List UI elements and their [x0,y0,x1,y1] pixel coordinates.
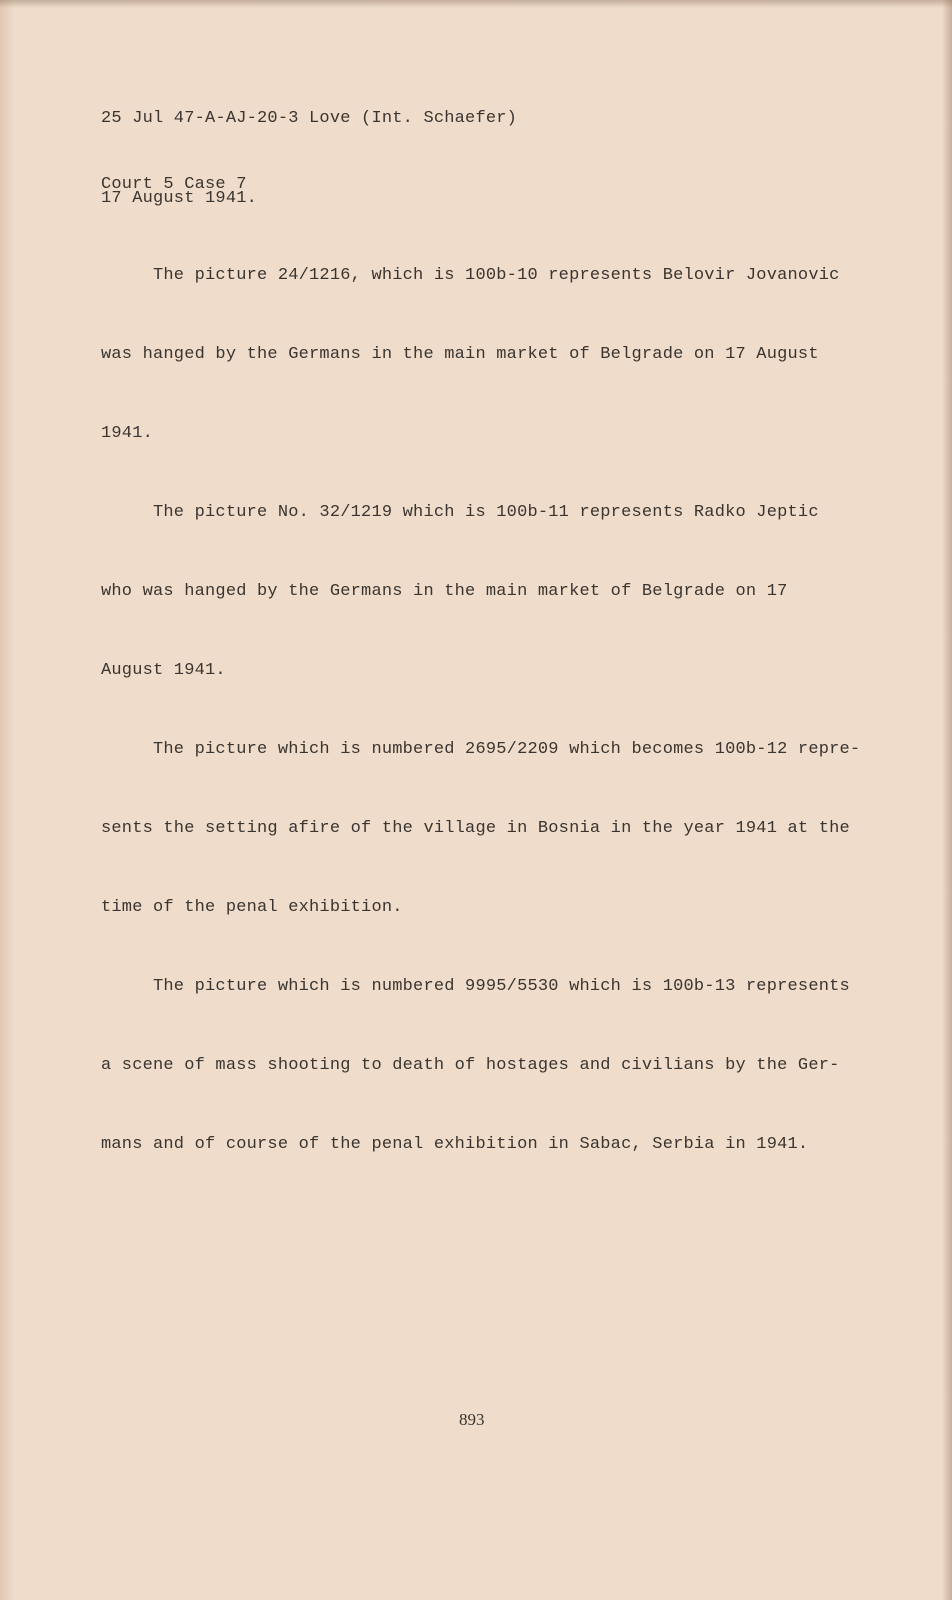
body-line: August 1941. [101,661,226,680]
header-reference-line: 25 Jul 47-A-AJ-20-3 Love (Int. Schaefer) [101,109,518,128]
body-line: The picture 24/1216, which is 100b-10 represents Belovir Jovanovic [101,266,840,285]
date-heading: 17 August 1941. [101,189,258,208]
paper-edge-left [0,0,14,1600]
body-line: who was hanged by the Germans in the main market of Belgrade on 17 [101,582,788,601]
body-line: The picture No. 32/1219 which is 100b-11 represents Radko Jeptic [101,503,819,522]
body-line: The picture which is numbered 2695/2209 which becomes 100b-12 repre- [101,740,861,759]
document-body [101,227,861,1213]
body-line: was hanged by the Germans in the main market of Belgrade on 17 August [101,345,819,364]
body-line: time of the penal exhibition. [101,898,403,917]
body-line: 1941. [101,424,154,443]
header-court-line: Court 5 Case 7 [101,175,247,194]
body-line: mans and of course of the penal exhibition in Sabac, Serbia in 1941. [101,1135,809,1154]
body-line: sents the setting afire of the village in Bosnia in the year 1941 at the [101,819,850,838]
page-number: 893 [459,1410,485,1429]
body-line: The picture which is numbered 9995/5530 which is 100b-13 represents [101,977,850,996]
paper-edge-right [942,0,952,1600]
paper-edge-top [0,0,952,8]
body-line: a scene of mass shooting to death of hostages and civilians by the Ger- [101,1056,840,1075]
document-header [101,64,517,240]
